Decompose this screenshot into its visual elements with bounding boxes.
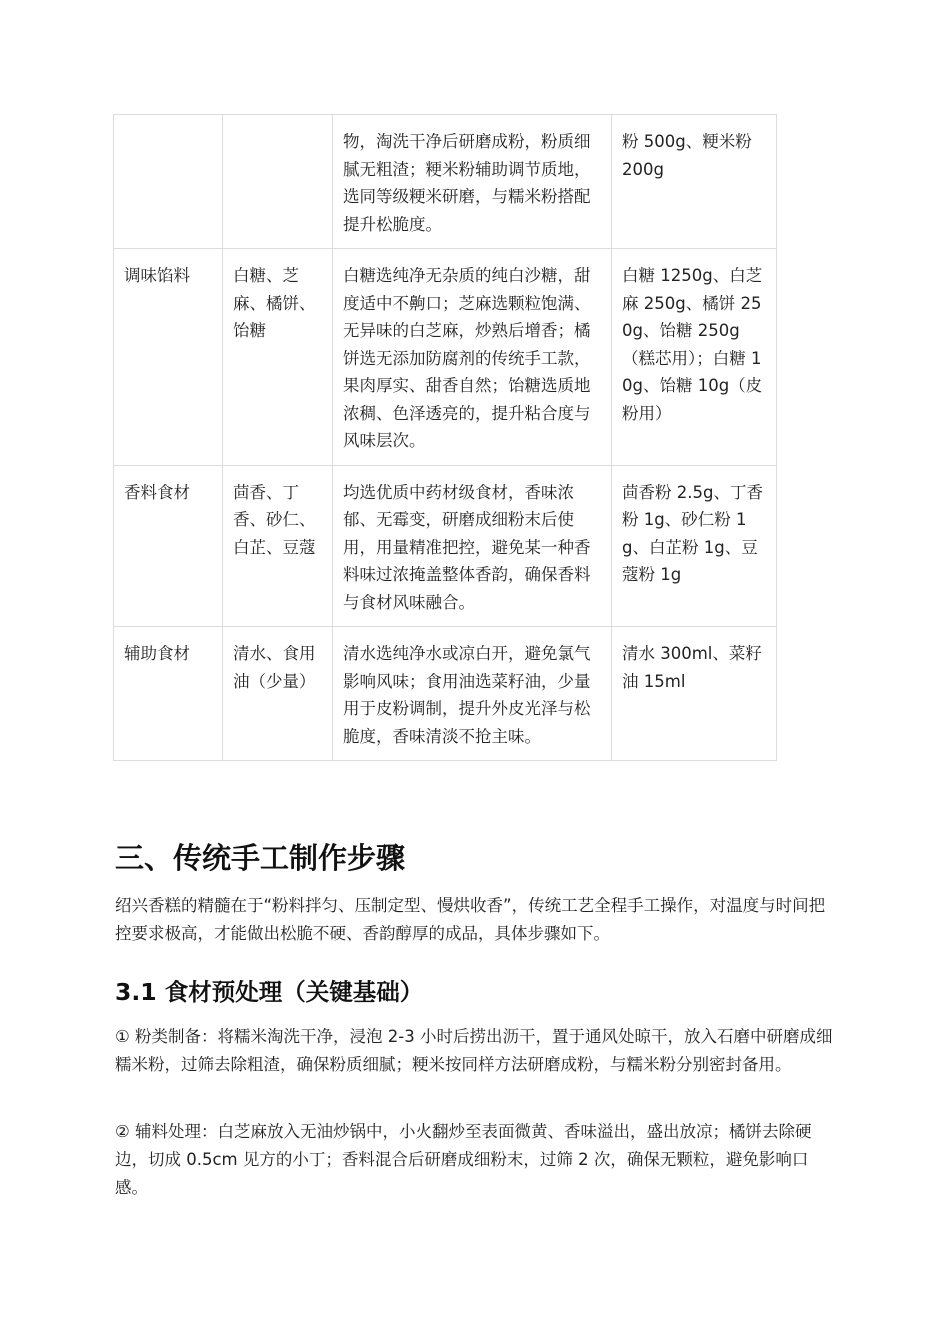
subsection-title: 3.1 食材预处理（关键基础） xyxy=(115,978,424,1006)
amount-cell: 清水 300ml、菜籽油 15ml xyxy=(612,627,777,761)
ingredients-table xyxy=(113,114,777,761)
section-title: 三、传统手工制作步骤 xyxy=(115,841,406,875)
table-row xyxy=(114,627,777,761)
category-cell: 香料食材 xyxy=(114,465,223,627)
category-cell: 辅助食材 xyxy=(114,627,223,761)
amount-cell: 白糖 1250g、白芝麻 250g、橘饼 250g、饴糖 250g（糕芯用）；白糖 10g、饴糖 10g（皮粉用） xyxy=(612,249,777,466)
requirements-cell: 白糖选纯净无杂质的纯白沙糖，甜度适中不齁口；芝麻选颗粒饱满、无异味的白芝麻，炒熟后增香；橘饼选无添加防腐剂的传统手工款，果肉厚实、甜香自然；饴糖选质地浓稠、色泽透亮的，提升粘合度与风味层次。 xyxy=(333,249,612,466)
step-paragraph: ① 粉类制备：将糯米淘洗干净，浸泡 2-3 小时后捞出沥干，置于通风处晾干，放入石磨中研磨成细糯米粉，过筛去除粗渣，确保粉质细腻；粳米按同样方法研磨成粉，与糯米粉分别密封备用。 xyxy=(115,1027,833,1074)
items-cell: 茴香、丁香、砂仁、白芷、豆蔻 xyxy=(223,465,333,627)
category-cell xyxy=(114,115,223,249)
table-row xyxy=(114,115,777,249)
items-cell: 清水、食用油（少量） xyxy=(223,627,333,761)
step-paragraph: ② 辅料处理：白芝麻放入无油炒锅中，小火翻炒至表面微黄、香味溢出，盛出放凉；橘饼去除硬边，切成 0.5cm 见方的小丁；香料混合后研磨成细粉末，过筛 2 次，确保无颗粒，避免影响口感。 xyxy=(115,1122,812,1197)
requirements-cell: 均选优质中药材级食材，香味浓郁、无霉变，研磨成细粉末后使用，用量精准把控，避免某一种香料味过浓掩盖整体香韵，确保香料与食材风味融合。 xyxy=(333,465,612,627)
table-row xyxy=(114,249,777,466)
amount-cell: 茴香粉 2.5g、丁香粉 1g、砂仁粉 1g、白芷粉 1g、豆蔻粉 1g xyxy=(612,465,777,627)
requirements-cell: 物，淘洗干净后研磨成粉，粉质细腻无粗渣；粳米粉辅助调节质地，选同等级粳米研磨，与糯米粉搭配提升松脆度。 xyxy=(333,115,612,249)
category-cell: 调味馅料 xyxy=(114,249,223,466)
requirements-cell: 清水选纯净水或凉白开，避免氯气影响风味；食用油选菜籽油，少量用于皮粉调制，提升外皮光泽与松脆度，香味清淡不抢主味。 xyxy=(333,627,612,761)
section-intro: 绍兴香糕的精髓在于“粉料拌匀、压制定型、慢烘收香”，传统工艺全程手工操作，对温度与时间把控要求极高，才能做出松脆不硬、香韵醇厚的成品，具体步骤如下。 xyxy=(115,896,826,943)
items-cell: 白糖、芝麻、橘饼、饴糖 xyxy=(223,249,333,466)
items-cell xyxy=(223,115,333,249)
table-row xyxy=(114,465,777,627)
amount-cell: 粉 500g、粳米粉 200g xyxy=(612,115,777,249)
